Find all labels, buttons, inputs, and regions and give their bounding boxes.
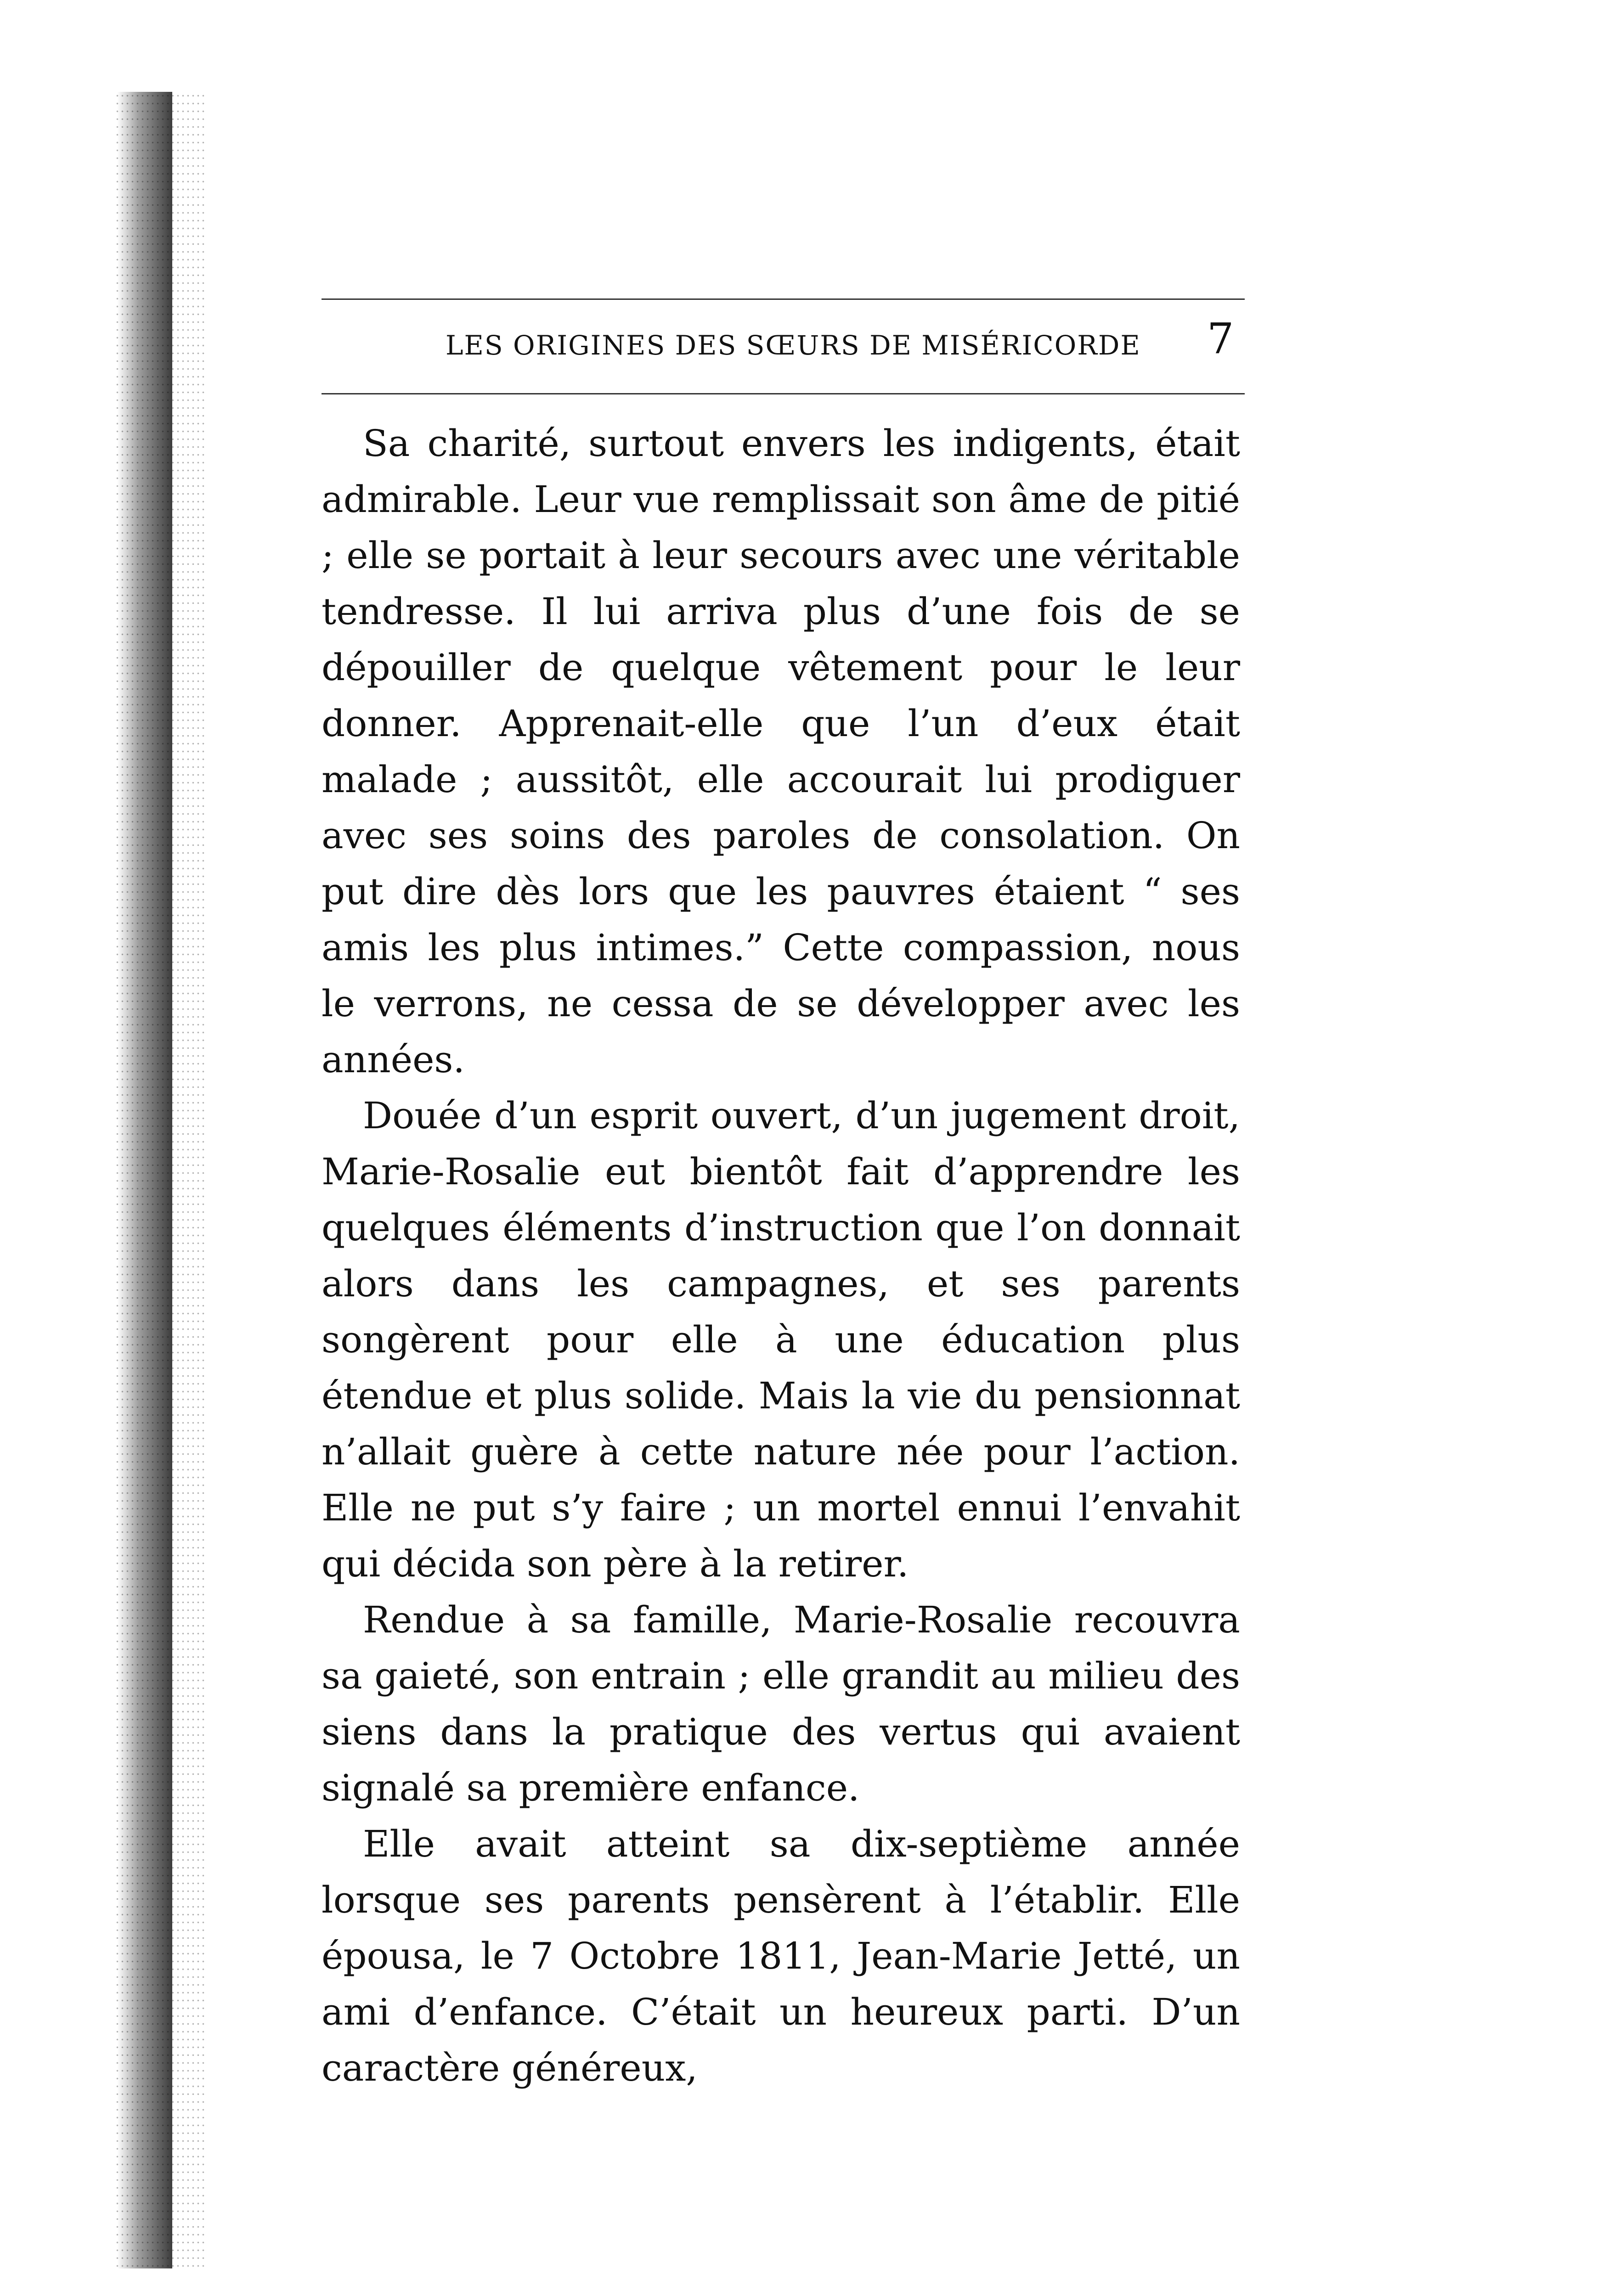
running-title: LES ORIGINES DES SŒURS DE MISÉRICORDE [446, 330, 1141, 361]
paragraph-2: Douée d’un esprit ouvert, d’un jugement droit, Marie-Rosalie eut bientôt fait d’apprendre les quelques éléments d’instruction que l’on donnait alors dans les campagnes, et ses parents songèrent pour elle à une éducation plus étendue et plus solide. Mais la vie du pensionnat n’allait guère à cette nature née pour l’action. Elle ne put s’y faire ; un mortel ennui l’envahit qui décida son père à la retirer. [322, 1094, 1240, 1585]
paragraph-4: Elle avait atteint sa dix-septième année lorsque ses parents pensèrent à l’établir. Elle épousa, le 7 Octobre 1811, Jean-Marie Jetté, un ami d’enfance. C’était un heureux parti. D’un caractère généreux, [322, 1823, 1240, 2089]
header-rule-bottom [322, 393, 1245, 394]
page-number: 7 [1207, 314, 1234, 363]
binding-gutter-noise [115, 92, 207, 2268]
paragraph-1: Sa charité, surtout envers les indigents, était admirable. Leur vue remplissait son âme de pitié ; elle se portait à leur secours avec une véritable tendresse. Il lui arriva plus d’une fois de se dépouiller de quelque vêtement pour le leur donner. Apprenait-elle que l’un d’eux était malade ; aussitôt, elle accourait lui prodiguer avec ses soins des paroles de consolation. On put dire dès lors que les pauvres étaient “ ses amis les plus intimes.” Cette compassion, nous le verrons, ne cessa de se développer avec les années. [322, 422, 1240, 1081]
header-rule-top [322, 298, 1245, 300]
body-text [322, 416, 1240, 2096]
paragraph-3: Rendue à sa famille, Marie-Rosalie recouvra sa gaieté, son entrain ; elle grandit au milieu des siens dans la pratique des vertus qui avaient signalé sa première enfance. [322, 1598, 1240, 1809]
